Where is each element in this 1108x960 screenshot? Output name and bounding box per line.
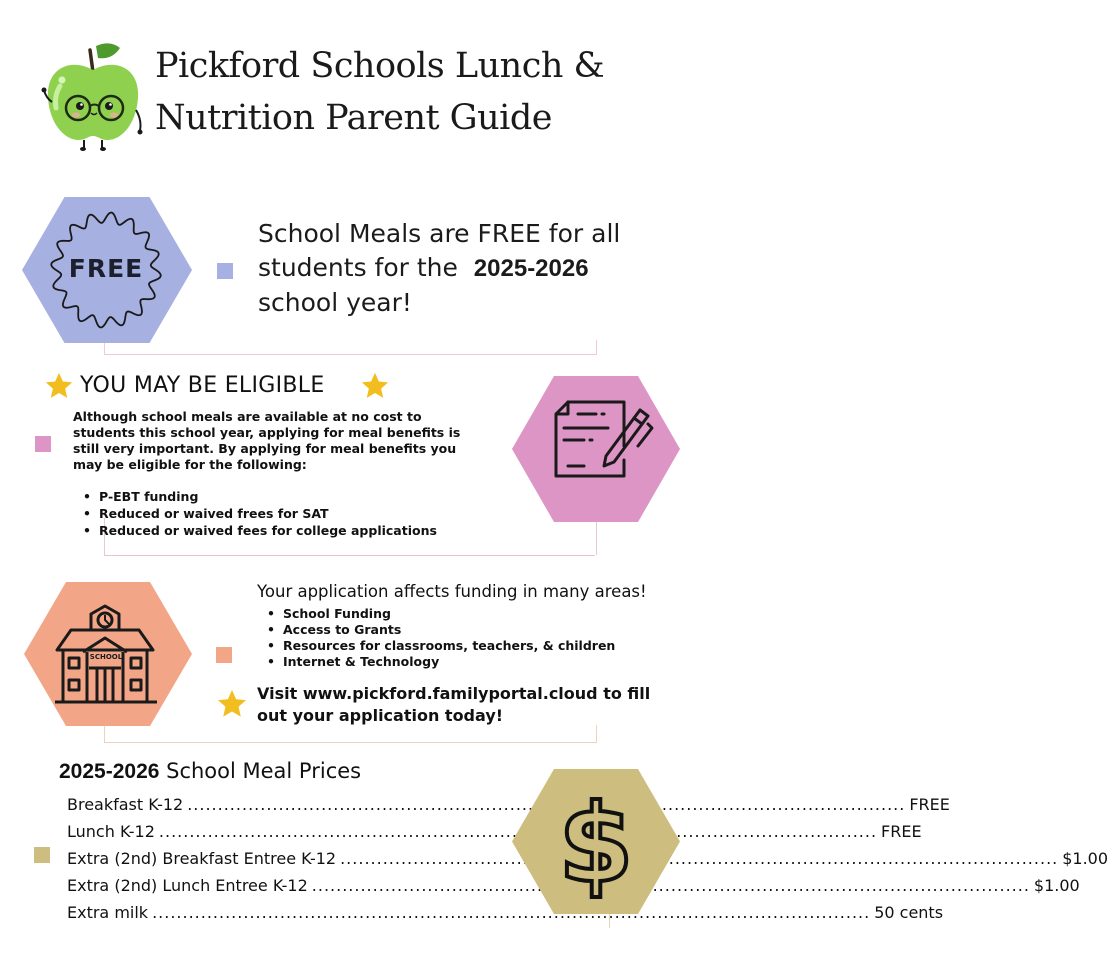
dot-leader <box>312 872 1030 899</box>
list-item: • Internet & Technology <box>283 654 615 670</box>
school-building-icon <box>53 600 159 710</box>
price-row <box>67 872 1080 899</box>
price-value: FREE <box>881 822 922 841</box>
free-headline-line2-text: students for the <box>258 253 466 282</box>
price-label: Extra milk <box>67 903 149 922</box>
free-headline <box>258 217 678 320</box>
apple-mascot <box>38 40 148 155</box>
price-value: $1.00 <box>1062 849 1108 868</box>
list-item: • P-EBT funding <box>99 488 437 505</box>
eligible-list <box>77 488 437 539</box>
visit-instructions <box>257 683 650 727</box>
page-title-line-1: Pickford Schools Lunch & <box>155 46 605 86</box>
connector-line-1 <box>104 340 597 355</box>
free-headline-line2 <box>258 251 678 286</box>
price-label: Extra (2nd) Lunch Entree K-12 <box>67 876 308 895</box>
price-value: $1.00 <box>1033 876 1080 895</box>
price-row <box>67 845 1108 872</box>
dollar-sign-icon <box>558 781 634 907</box>
price-label: Lunch K-12 <box>67 822 155 841</box>
price-label: Extra (2nd) Breakfast Entree K-12 <box>67 849 337 868</box>
funding-title: Your application affects funding in many areas! <box>257 582 647 601</box>
star-icon-right <box>360 371 390 405</box>
price-value: FREE <box>909 795 950 814</box>
prices-title <box>59 759 361 784</box>
eligible-paragraph: Although school meals are available at no cost to students this school year, applying for meal benefits is still very important. By applying for meal benefits you may be eligible for the following: <box>73 409 461 472</box>
page-title-line-2: Nutrition Parent Guide <box>155 98 552 138</box>
visit-line-1: Visit www.pickford.familyportal.cloud to fill <box>257 684 651 703</box>
list-item: • Access to Grants <box>283 622 615 638</box>
prices-title-text: School Meal Prices <box>166 759 362 783</box>
list-item: • Reduced or waived frees for SAT <box>99 505 437 522</box>
connector-line-2b <box>104 555 595 557</box>
dot-leader <box>152 899 870 926</box>
price-row <box>67 899 944 926</box>
list-item: • Resources for classrooms, teachers, & children <box>283 638 615 654</box>
school-sign-text: SCHOOL <box>89 653 123 661</box>
gold-square-bullet <box>34 847 50 863</box>
price-row <box>67 791 950 818</box>
orange-square-bullet <box>216 647 232 663</box>
connector-line-3 <box>104 725 597 743</box>
visit-line-2: out your application today! <box>257 706 504 725</box>
green-apple-with-glasses-icon <box>38 40 148 155</box>
price-row <box>67 818 922 845</box>
free-headline-line3: school year! <box>258 288 412 317</box>
pink-square-bullet <box>35 436 51 452</box>
free-badge <box>46 206 166 334</box>
blue-square-bullet <box>217 263 233 279</box>
star-icon-left <box>44 371 74 405</box>
price-label: Breakfast K-12 <box>67 795 184 814</box>
funding-list <box>261 606 615 670</box>
free-headline-line1: School Meals are FREE for all <box>258 219 621 248</box>
school-year: 2025-2026 <box>473 255 589 282</box>
free-badge-text: FREE <box>68 254 144 283</box>
list-item: • School Funding <box>283 606 615 622</box>
star-icon-visit <box>216 688 248 724</box>
svg-text:$: $ <box>558 782 634 907</box>
list-item: • Reduced or waived fees for college applications <box>99 522 437 539</box>
price-value: 50 cents <box>874 903 944 922</box>
document-with-pen-icon <box>554 398 654 486</box>
dot-leader <box>340 845 1058 872</box>
price-table <box>67 791 1108 926</box>
eligible-title: YOU MAY BE ELIGIBLE <box>80 373 325 398</box>
prices-year: 2025-2026 <box>59 760 160 783</box>
